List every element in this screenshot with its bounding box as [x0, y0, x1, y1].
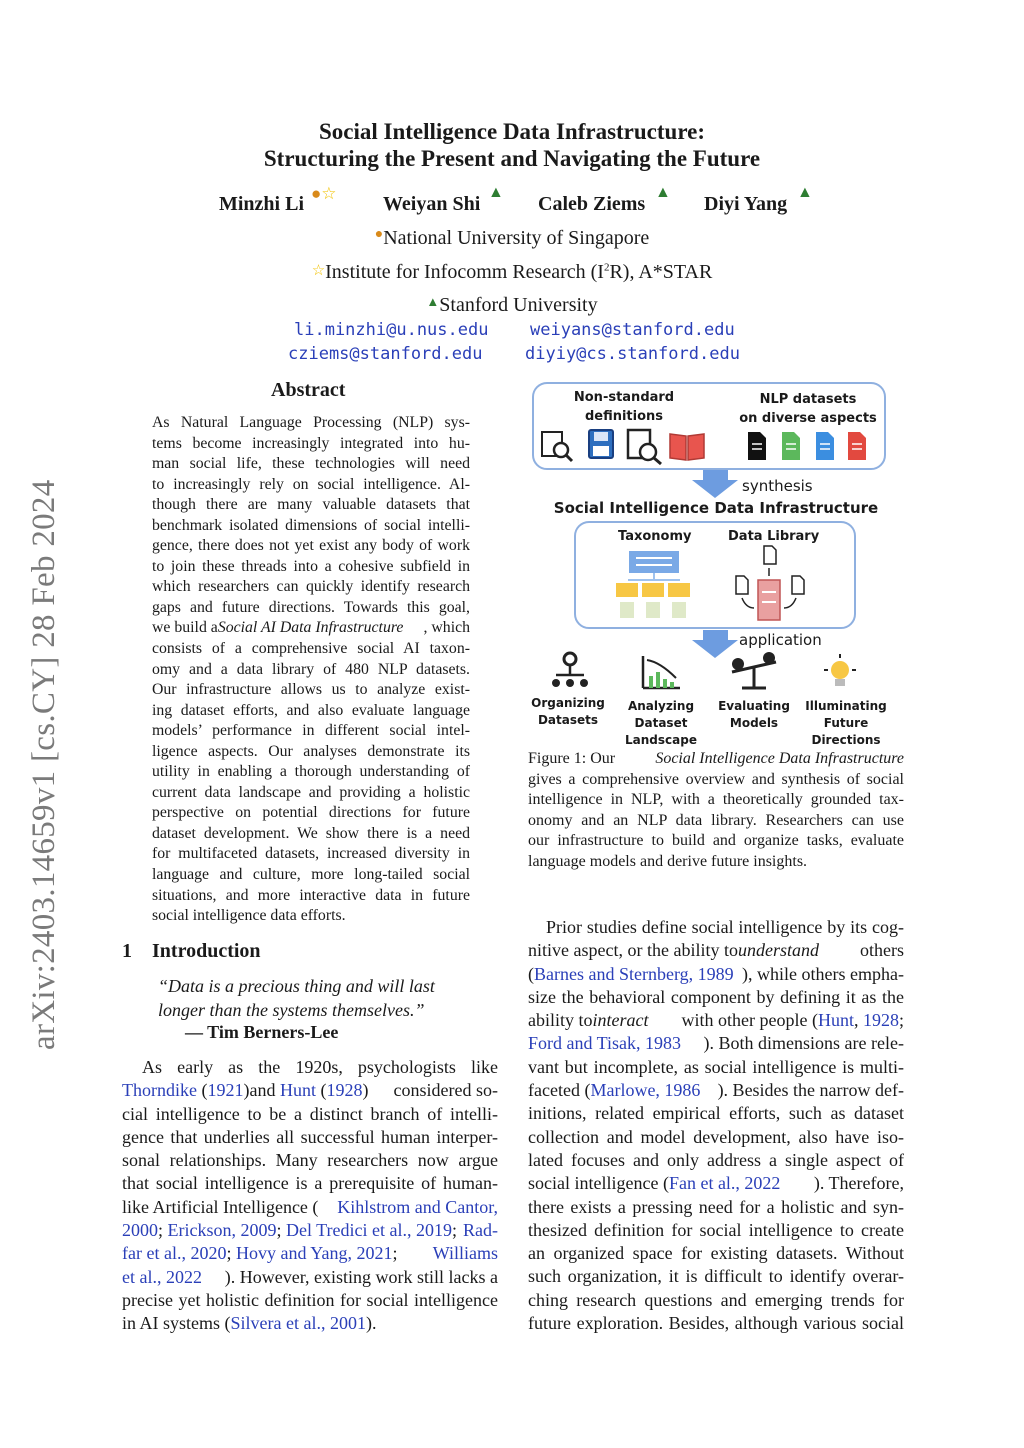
author-4: Diyi Yang	[704, 193, 788, 215]
affiliation-astar: ☆Institute for Infocomm Research $(I^2R)$, A*STAR	[311, 261, 713, 283]
author-2: Weiyan Shi	[383, 193, 481, 215]
abstract-heading: Abstract	[271, 379, 346, 401]
citation[interactable]: Erickson, 2009	[167, 1220, 277, 1241]
figure-1-diagram	[528, 380, 904, 740]
label-synthesis: synthesis	[742, 477, 813, 495]
paper-title	[0, 118, 1024, 172]
document-icon-red	[848, 432, 866, 460]
label-illuminating-directions: Illuminating Future Directions	[805, 699, 887, 747]
citation[interactable]: et al., 2022	[122, 1266, 202, 1287]
affiliation-nus: ●National University of Singapore	[374, 227, 650, 249]
label-organizing-datasets: Organizing Datasets	[531, 696, 605, 727]
tree-icon: ▲	[488, 184, 504, 201]
title-line-1: Social Intelligence Data Infrastructure:	[318, 119, 706, 144]
citation[interactable]: far et al., 2020	[122, 1243, 227, 1264]
save-icon	[589, 430, 613, 458]
epigraph: “Data is a precious thing and will last longer than the systems themselves.”	[158, 976, 435, 1020]
email-li[interactable]: li.minzhi@u.nus.edu	[294, 320, 489, 340]
affiliation-stanford: ▲Stanford University	[426, 294, 598, 316]
star-icon: ☆	[311, 263, 326, 279]
tree-icon: ▲	[426, 294, 440, 309]
document-icon-black	[748, 432, 766, 460]
analyzing-chart-icon	[643, 656, 680, 688]
email-shi[interactable]: weiyans@stanford.edu	[530, 320, 735, 340]
label-analyzing-landscape: Analyzing Dataset Landscape	[625, 699, 697, 747]
document-icon-green	[782, 432, 800, 460]
citation[interactable]: Hunt	[279, 1080, 316, 1101]
author-1: Minzhi Li	[219, 193, 305, 215]
arxiv-identifier: arXiv:2403.14659v1 [cs.CY] 28 Feb 2024	[26, 479, 62, 1050]
citation[interactable]: Fan et al., 2022	[668, 1173, 781, 1194]
tree-icon: ▲	[655, 184, 671, 201]
citation[interactable]: Barnes and Sternberg, 1989	[534, 963, 734, 984]
citation[interactable]: Ford and Tisak, 1983	[528, 1033, 682, 1054]
citation[interactable]: 1921	[207, 1080, 244, 1101]
citation[interactable]: Kihlstrom and Cantor,	[337, 1196, 498, 1217]
citation[interactable]: 2000	[122, 1220, 158, 1241]
label-application: application	[739, 631, 822, 649]
down-arrow-icon	[692, 470, 738, 498]
label-nlp-datasets: NLP datasets on diverse aspects	[739, 392, 877, 426]
figure-caption: Figure 1: Our Social Intelligence Data Infrastructure gives a comprehensive overview and synthesis of social intelligence in NLP, with a theoretically grounded tax- onomy and an NLP data library. Researchers can use our infrastructure to build and organize tasks, evaluate language models and derive future insights.	[528, 750, 904, 870]
label-data-library: Data Library	[728, 529, 820, 544]
citation[interactable]: Rad-	[463, 1220, 498, 1241]
section-heading: Introduction	[152, 940, 261, 962]
email-yang[interactable]: diyiy@cs.stanford.edu	[525, 344, 740, 364]
evaluating-scale-icon	[732, 652, 776, 688]
author-3: Caleb Ziems	[538, 193, 646, 215]
down-arrow-icon	[692, 630, 738, 658]
citation[interactable]: 1928	[326, 1080, 363, 1101]
citation[interactable]: 1928	[862, 1010, 899, 1031]
lion-icon: ●	[374, 227, 384, 242]
body-paragraph-right: Prior studies define social intelligence by its cog- nitive aspect, or the ability to understand others ( Barnes and Sternberg, 1989 ), while others empha- size the behavioral component by defining it as the ability to interact with other people (Hunt, 1928; Ford and Tisak, 1983 ). Both dimensions are rele- vant but incomplete, as social intelligence is multi- faceted ( Marlowe, 1986 ). Besides the narrow def- initions, related empirical efforts, such as dataset collection and model development, also have iso- lated focuses and only address a single aspect of social intelligence ( Fan et al., 2022 ). Therefore, there exists a pressing need for a holistic and syn- thesized definition for social intelligence to create an organized space for existing datasets. Without such organization, it is difficult to identify overar- ching research questions and emerging trends for future exploration. Besides, although various social	[528, 917, 904, 1334]
citation[interactable]: Marlowe, 1986	[590, 1080, 701, 1101]
citation[interactable]: Del Tredici et al., 2019	[286, 1220, 452, 1241]
citation[interactable]: Silvera et al., 2001	[230, 1313, 366, 1334]
tree-icon: ▲	[797, 184, 813, 201]
label-non-standard-definitions: Non-standard definitions	[573, 390, 675, 424]
lion-icon: ●☆	[311, 184, 337, 203]
citation[interactable]: Thorndike	[122, 1080, 197, 1101]
title-line-2: Structuring the Present and Navigating the Future	[263, 146, 761, 171]
document-icon-blue	[816, 432, 834, 460]
lightbulb-icon	[824, 654, 856, 686]
citation[interactable]: Hunt	[817, 1010, 854, 1031]
section-number: 1	[122, 940, 132, 962]
figure-1	[528, 380, 904, 747]
citation[interactable]: Williams	[432, 1243, 498, 1264]
email-ziems[interactable]: cziems@stanford.edu	[288, 344, 483, 364]
intro-paragraph: As early as the 1920s, psychologists like Thorndike ( 1921 ) and Hunt ( 1928 ) considered so- cial intelligence to be a distinct branch of intelli- gence that underlies all successful human interper- sonal relationships. Many researchers now argue that social intelligence is a prerequisite of human- like Artificial Intelligence ( Kihlstrom and Cantor, 2000; Erickson, 2009; Del Tredici et al., 2019; Rad- far et al., 2020; Hovy and Yang, 2021; Williams et al., 2022 ). However, existing work still lacks a precise yet holistic definition for social intelligence in AI systems (Silvera et al., 2001).	[122, 1057, 498, 1334]
citation[interactable]: Hovy and Yang, 2021	[235, 1243, 393, 1264]
organizing-icon	[552, 653, 588, 687]
epigraph-author: — Tim Berners-Lee	[185, 1022, 339, 1042]
label-evaluating-models: Evaluating Models	[718, 699, 790, 730]
label-taxonomy: Taxonomy	[618, 529, 692, 544]
abstract-body: As Natural Language Processing (NLP) sys- tems become increasingly integrated into hu- man social life, these technologies will need to increasingly rely on social intelligence. Al- though there are many valuable datasets that benchmark isolated dimensions of social intelli- gence, there does not yet exist any body of work to join these threads into a cohesive subfield in which researchers can quickly identify research gaps and future directions. Towards this goal, we build a Social AI Data Infrastructure , which consists of a comprehensive social AI taxon- omy and a data library of 480 NLP datasets. Our infrastructure allows us to analyze exist- ing dataset efforts, and also evaluate language models’ performance in different social intel- ligence aspects. Our analyses demonstrate its utility in enabling a thorough understanding of current data landscape and providing a holistic perspective on potential directions for future dataset development. We show there is a need for multifaceted datasets, increased diversity in language and culture, more long-tailed social situations, and more interactive data in future social intelligence data efforts.	[152, 414, 470, 925]
label-infrastructure-title: Social Intelligence Data Infrastructure	[553, 499, 879, 517]
